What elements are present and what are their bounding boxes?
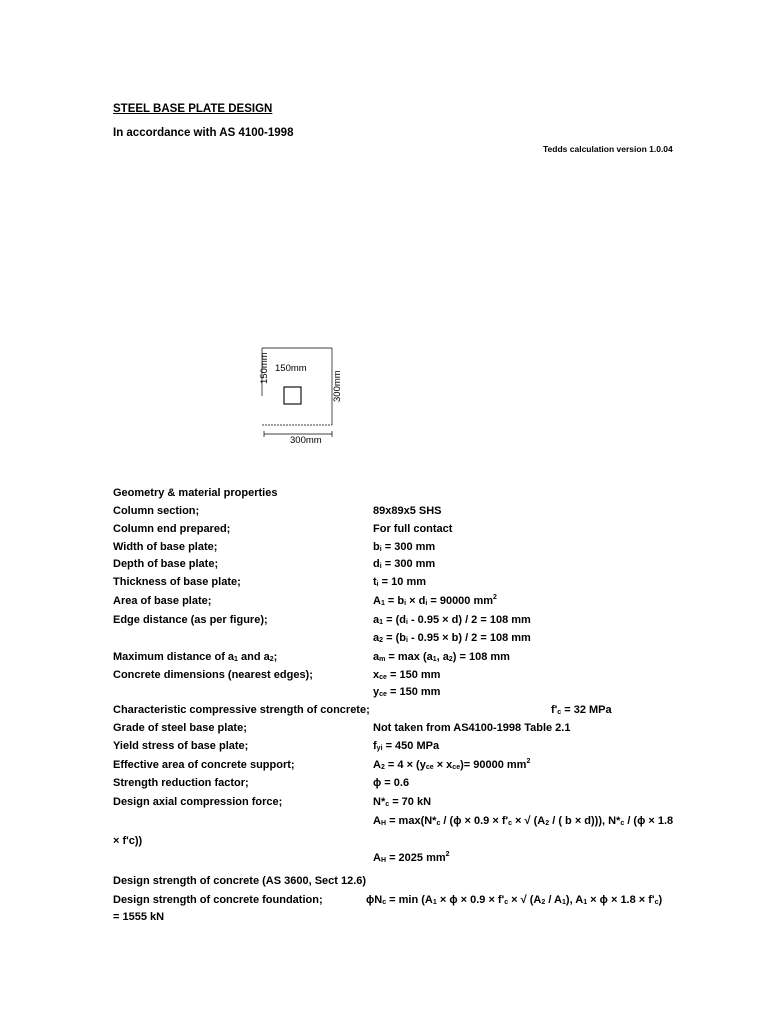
value-yce: $y_{ce} = 150$ mm bbox=[373, 686, 441, 698]
value-ah-formula: $A_H = \max(N*_c / (\phi \times 0.9 \times f'_c$ × √ ($A_2$ / ( b × d))), $N*_c / (\phi \times 1.8$ bbox=[373, 815, 674, 827]
column-section-outline bbox=[284, 387, 301, 404]
value-ah-result: $A_H = 2025$ $mm^2$ bbox=[373, 851, 450, 864]
value-column-section: 89x89x5 SHS bbox=[373, 505, 442, 517]
label-column-end: Column end prepared; bbox=[113, 523, 231, 535]
value-foundation-result: = 1555 kN bbox=[113, 911, 165, 923]
value-depth: $d_i = 300$ mm bbox=[373, 558, 436, 570]
figure-left-dim: 150mm bbox=[259, 352, 270, 384]
label-design-strength-title: Design strength of concrete (AS 3600, Sect 12.6) bbox=[113, 875, 367, 887]
value-thickness: $t_i = 10$ mm bbox=[373, 576, 427, 588]
page-title: STEEL BASE PLATE DESIGN bbox=[113, 103, 273, 115]
value-grade: Not taken from AS4100-1998 Table 2.1 bbox=[373, 722, 571, 734]
label-srf: Strength reduction factor; bbox=[113, 777, 249, 789]
label-max-distance: Maximum distance of $a_1$ and $a_2$; bbox=[113, 651, 278, 663]
value-srf: ϕ = 0.6 bbox=[373, 777, 410, 789]
label-depth: Depth of base plate; bbox=[113, 558, 219, 570]
label-char-strength: Characteristic compressive strength of concrete; bbox=[113, 704, 370, 716]
value-ah-formula-cont: × f'c)) bbox=[113, 835, 143, 847]
value-axial: $N*_c = 70$ kN bbox=[373, 796, 432, 808]
value-yield: $f_{yi} = 450$ MPa bbox=[373, 740, 440, 752]
label-thickness: Thickness of base plate; bbox=[113, 576, 241, 588]
value-edge-a1: $a_1 = (d_i - 0.95 \times d) / 2 = 108$ mm bbox=[373, 614, 531, 626]
value-eff-area: $A_2 = 4 \times (y_{ce} \times x_{ce})= 90000$ $mm^2$ bbox=[373, 758, 531, 771]
base-plate-figure bbox=[255, 340, 345, 450]
figure-bottom-dim: 300mm bbox=[290, 435, 322, 446]
value-edge-a2: $a_2 = (b_i - 0.95 \times b) / 2 = 108$ mm bbox=[373, 632, 531, 644]
label-area: Area of base plate; bbox=[113, 595, 212, 607]
version-label: Tedds calculation version 1.0.04 bbox=[543, 144, 673, 154]
value-char-strength: $f'_c = 32$ MPa bbox=[551, 704, 612, 716]
label-concrete-dims: Concrete dimensions (nearest edges); bbox=[113, 669, 313, 681]
standard-subtitle: In accordance with AS 4100-1998 bbox=[113, 127, 294, 139]
base-plate-diagram bbox=[255, 340, 345, 450]
label-grade: Grade of steel base plate; bbox=[113, 722, 247, 734]
figure-right-dim: 300mm bbox=[332, 370, 343, 402]
label-eff-area: Effective area of concrete support; bbox=[113, 759, 295, 771]
label-edge-distance: Edge distance (as per figure); bbox=[113, 614, 268, 626]
value-xce: $x_{ce} = 150$ mm bbox=[373, 669, 441, 681]
label-yield: Yield stress of base plate; bbox=[113, 740, 249, 752]
value-foundation-formula: $\phi N_c = \min (A_1 \times \phi \times 0.9 \times f'_c$ × √ $(A_2 / A_1)$, $A_1 \times \phi \times 1.8 \times f'_c$) bbox=[366, 894, 663, 906]
label-foundation: Design strength of concrete foundation; bbox=[113, 894, 323, 906]
value-column-end: For full contact bbox=[373, 523, 453, 535]
label-axial: Design axial compression force; bbox=[113, 796, 283, 808]
value-max-distance: $a_m = \max (a_1$, $a_2) = 108$ mm bbox=[373, 651, 510, 663]
value-width: $b_i = 300$ mm bbox=[373, 541, 436, 553]
section-title-geometry: Geometry & material properties bbox=[113, 487, 278, 499]
value-area: $A_1 = b_i \times d_i = 90000$ $mm^2$ bbox=[373, 594, 497, 607]
label-width: Width of base plate; bbox=[113, 541, 218, 553]
label-column-section: Column section; bbox=[113, 505, 200, 517]
figure-top-dim: 150mm bbox=[275, 363, 307, 374]
